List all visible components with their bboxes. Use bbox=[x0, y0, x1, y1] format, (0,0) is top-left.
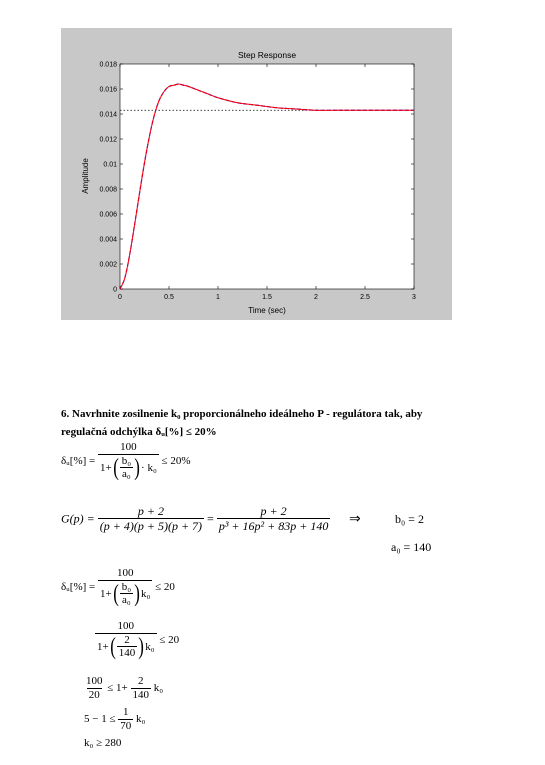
eq4-20: 20 bbox=[88, 688, 100, 701]
x-tick-label: 2.5 bbox=[360, 294, 370, 301]
eq2-one-plus: 1+ bbox=[99, 587, 112, 600]
eq-b0: b₀ bbox=[121, 454, 132, 467]
tf-num2: p + 2 bbox=[260, 504, 287, 518]
eq-one-plus: 1+ bbox=[99, 461, 112, 474]
x-tick-label: 0.5 bbox=[164, 294, 174, 301]
task-heading-line1: 6. Navrhnite zosilnenie k₀ proporcionálneho ideálneho P - regulátora tak, aby bbox=[61, 408, 423, 420]
a0-value: a₀ = 140 bbox=[391, 540, 432, 554]
equation-error-substitution: δᵤ[%] = 100 1+ ( $\frac{\text{b₀}}{\text{a₀}}$ ) k₀ ≤ 20 bbox=[61, 567, 175, 608]
y-tick-label: 0 bbox=[113, 286, 117, 294]
eq5-70: 70 bbox=[120, 719, 132, 732]
tf-den: (p + 4)(p + 5)(p + 7) bbox=[99, 518, 203, 533]
eq-numerator: 100 bbox=[120, 441, 137, 453]
x-tick-label: 1 bbox=[216, 294, 220, 301]
y-tick-label: 0.016 bbox=[99, 86, 117, 94]
eq4-le-oneplus: ≤ 1+ bbox=[107, 682, 128, 695]
y-tick-label: 0.012 bbox=[99, 136, 117, 144]
eq4-2: 2 bbox=[138, 675, 144, 687]
eq4-k0: k₀ bbox=[153, 682, 164, 695]
step-response-figure bbox=[61, 28, 452, 320]
y-tick-label: 0.008 bbox=[99, 186, 117, 194]
equation-step-simplified bbox=[84, 707, 145, 732]
eq2-numerator: 100 bbox=[116, 567, 134, 579]
x-tick-label: 3 bbox=[412, 294, 416, 301]
eq4-140: 140 bbox=[132, 688, 149, 701]
eq-times-k0: · k₀ bbox=[141, 461, 157, 474]
equation-transfer-function bbox=[61, 505, 330, 532]
tf-lhs: G(p) = bbox=[61, 511, 95, 526]
y-tick-label: 0.018 bbox=[99, 61, 117, 69]
y-tick-label: 0.002 bbox=[99, 261, 117, 269]
eq3-le-20: ≤ 20 bbox=[159, 633, 180, 646]
eq2-a0: a₀ bbox=[122, 594, 131, 607]
result-k0: k₀ ≥ 280 bbox=[84, 737, 122, 749]
eq3-one-plus: 1+ bbox=[97, 640, 109, 653]
eq3-numerator: 100 bbox=[117, 620, 135, 632]
x-tick-label: 2 bbox=[314, 294, 318, 301]
y-axis-label: Amplitude bbox=[81, 158, 90, 194]
eq-a0: a₀ bbox=[122, 468, 131, 481]
tf-den2: p³ + 16p² + 83p + 140 bbox=[218, 518, 329, 533]
b0-value: b₀ = 2 bbox=[395, 512, 424, 526]
eq5-1: 1 bbox=[123, 706, 129, 718]
chart-title: Step Response bbox=[237, 50, 297, 60]
eq3-k0: k₀ bbox=[145, 640, 155, 653]
eq5-lhs: 5 − 1 ≤ bbox=[84, 713, 116, 726]
eq2-delta-lhs: δᵤ[%] = bbox=[61, 580, 96, 593]
eq-delta-lhs: δᵤ[%] = bbox=[61, 454, 96, 467]
eq5-k0: k₀ bbox=[136, 713, 146, 726]
equation-error-numeric: 100 1+ ( $\frac{2}{140}$ ) k₀ ≤ 20 bbox=[97, 620, 180, 661]
eq4-100: 100 bbox=[86, 675, 103, 687]
step-response-plot bbox=[61, 28, 452, 320]
x-tick-label: 1.5 bbox=[262, 294, 272, 301]
x-axis-label: Time (sec) bbox=[248, 306, 286, 315]
equation-error-formula: δᵤ[%] = 100 1+ ( $\frac{\text{b₀}}{\text{a₀}}$ ) · k₀ ≤ 20% bbox=[61, 441, 191, 482]
x-tick-label: 0 bbox=[118, 294, 122, 301]
eq-le-20pct: ≤ 20% bbox=[161, 454, 191, 467]
task-heading-line2: regulačná odchýlka δᵤ[%] ≤ 20% bbox=[61, 426, 217, 438]
eq2-le-20: ≤ 20 bbox=[155, 580, 175, 593]
y-tick-label: 0.004 bbox=[99, 236, 117, 244]
y-tick-label: 0.014 bbox=[99, 111, 117, 119]
tf-num: p + 2 bbox=[137, 504, 164, 518]
tf-eq-sign: = bbox=[207, 511, 214, 526]
y-tick-label: 0.01 bbox=[103, 161, 117, 169]
equation-step-rearranged bbox=[84, 676, 163, 701]
eq3-140: 140 bbox=[118, 647, 136, 660]
eq3-two: 2 bbox=[124, 633, 130, 646]
implies-arrow: ⇒ bbox=[349, 512, 361, 527]
plot-area bbox=[120, 64, 414, 289]
eq2-k0: k₀ bbox=[141, 587, 151, 600]
y-tick-label: 0.006 bbox=[99, 211, 117, 219]
eq2-b0: b₀ bbox=[121, 580, 132, 593]
